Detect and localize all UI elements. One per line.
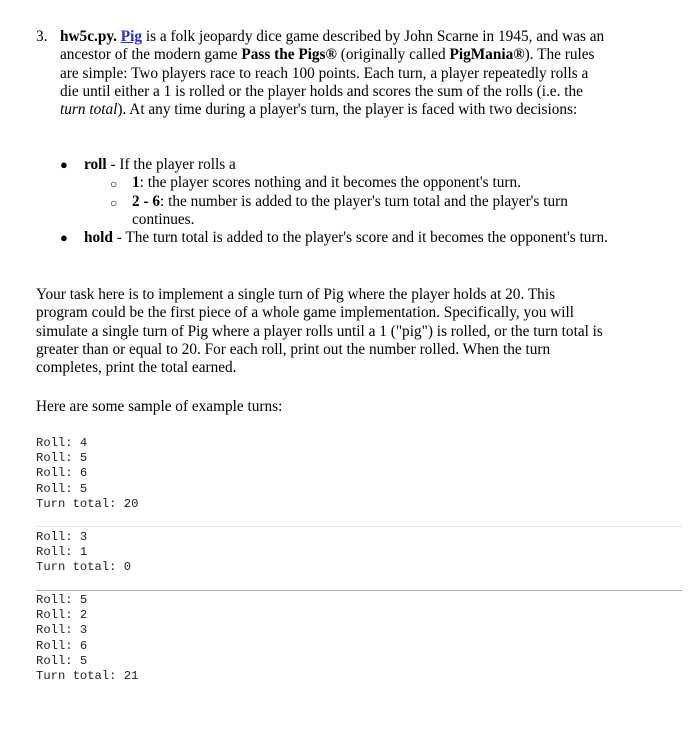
hold-label: hold	[84, 229, 113, 247]
pigmania-bold: PigMania®	[449, 46, 525, 64]
problem-text-2: (originally called	[336, 46, 450, 64]
outcome-text: : the player scores nothing and it becomes the opponent's turn.	[139, 174, 521, 192]
pig-link[interactable]: Pig	[120, 28, 143, 45]
roll-text: - If the player rolls a	[106, 156, 236, 173]
sample-turn-3: Roll: 5 Roll: 2 Roll: 3 Roll: 6 Roll: 5 Turn total: 21	[36, 593, 139, 684]
problem-text-3: ). The rules are simple: Two players race to reach 100 points. Each turn, a player repeatedly rolls a die until either a 1 is rolled or the player holds and scores the sum of the rolls (i.e. the	[60, 46, 595, 100]
roll-outcome-1	[60, 174, 620, 192]
problem-description	[60, 28, 606, 119]
decision-roll	[60, 156, 620, 174]
decision-hold	[60, 229, 620, 247]
sample-divider	[36, 590, 682, 591]
decision-list	[60, 156, 620, 247]
sample-divider	[36, 526, 682, 527]
problem-text-4: ). At any time during a player's turn, the player is faced with two decisions:	[117, 101, 578, 119]
problem-text-1: is a folk jeopardy dice game described by John Scarne in 1945, and was an ancestor of the modern game	[60, 28, 605, 64]
bullet-dot-icon: ●	[60, 230, 68, 246]
bullet-dot-icon: ●	[60, 157, 68, 172]
task-paragraph: Your task here is to implement a single turn of Pig where the player holds at 20. This program could be the first piece of a whole game implementation. Specifically, you will simulate a single turn of Pig where a player rolls until a 1 ("pig") is rolled, or the turn total is greater than or equal to 20. For each roll, print out the number rolled. When the turn completes, print the total earned.	[36, 286, 603, 377]
roll-label: roll	[84, 156, 107, 173]
circle-bullet-icon: ○	[110, 177, 118, 192]
problem-number: 3.	[36, 28, 48, 45]
outcome-value: 1	[132, 174, 140, 192]
problem-filename: hw5c.py.	[60, 28, 117, 45]
sample-turn-1: Roll: 4 Roll: 5 Roll: 6 Roll: 5 Turn total: 20	[36, 436, 139, 511]
hold-text: - The turn total is added to the player's score and it becomes the opponent's turn.	[112, 229, 608, 247]
sample-turn-2: Roll: 3 Roll: 1 Turn total: 0	[36, 530, 132, 575]
outcome-value: 2 - 6	[132, 192, 161, 210]
pass-the-pigs-bold: Pass the Pigs®	[241, 46, 337, 64]
problem-item	[36, 28, 606, 119]
roll-outcome-2	[60, 193, 620, 230]
samples-intro: Here are some sample of example turns:	[36, 398, 283, 415]
circle-bullet-icon: ○	[110, 195, 118, 210]
outcome-text: : the number is added to the player's turn total and the player's turn continues.	[132, 192, 568, 228]
turn-total-italic: turn total	[60, 101, 118, 119]
